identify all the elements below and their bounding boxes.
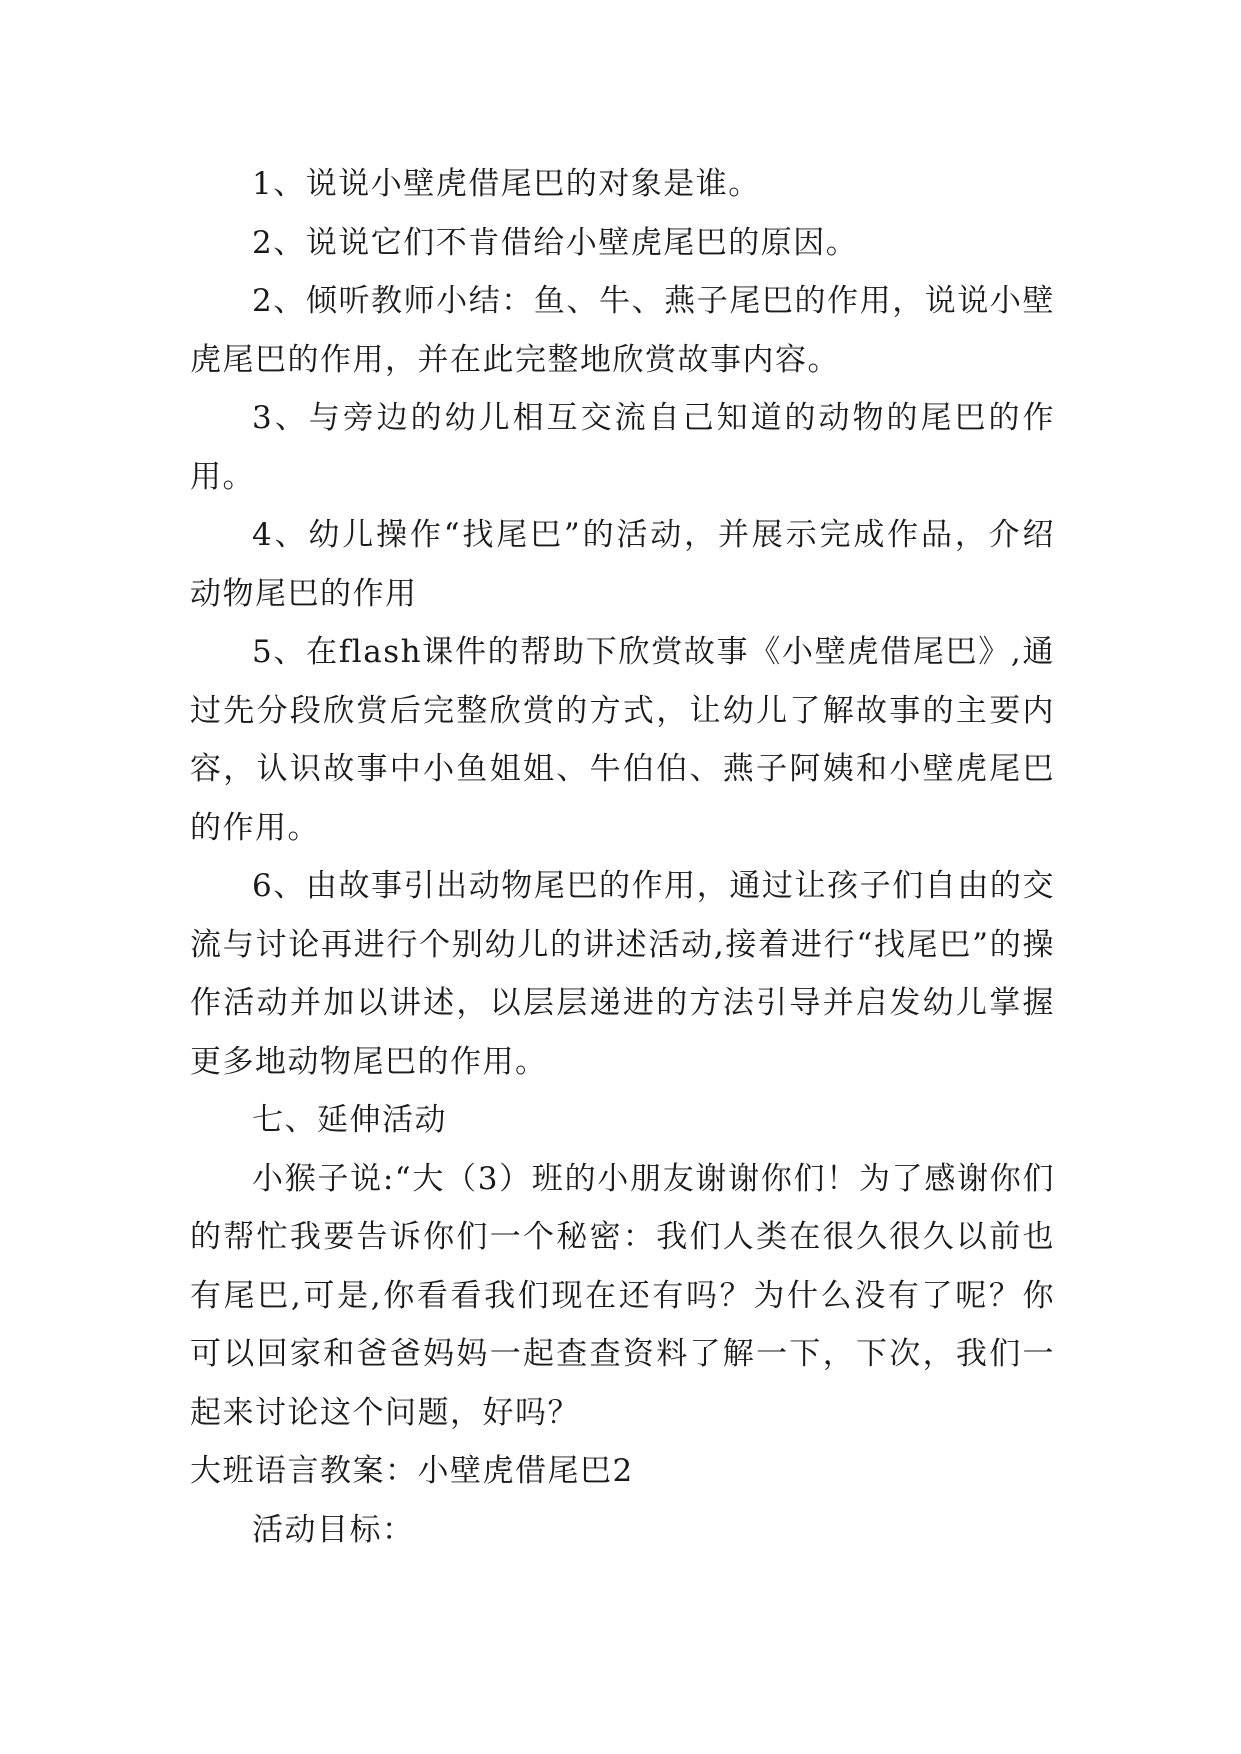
list-item-6: 6、由故事引出动物尾巴的作用，通过让孩子们自由的交流与讨论再进行个别幼儿的讲述活动,接着进行“找尾巴”的操作活动并加以讲述，以层层递进的方法引导并启发幼儿掌握更多地动物尾巴的作用。 [190,868,1055,1080]
list-item-3: 3、与旁边的幼儿相互交流自己知道的动物的尾巴的作用。 [190,400,1055,495]
section-heading-objectives: 活动目标： [252,1511,415,1548]
list-item-4: 4、幼儿操作“找尾巴”的活动，并展示完成作品，介绍动物尾巴的作用 [190,517,1055,612]
list-item-2: 2、说说它们不肯借给小壁虎尾巴的原因。 [252,224,859,261]
list-item-5: 5、在flash课件的帮助下欣赏故事《小壁虎借尾巴》,通过先分段欣赏后完整欣赏的方式，让幼儿了解故事的主要内容，认识故事中小鱼姐姐、牛伯伯、燕子阿姨和小壁虎尾巴的作用。 [190,634,1055,846]
lesson-title: 大班语言教案：小壁虎借尾巴2 [190,1453,634,1489]
list-item-2b: 2、倾听教师小结：鱼、牛、燕子尾巴的作用，说说小壁虎尾巴的作用，并在此完整地欣赏故事内容。 [190,283,1055,378]
list-item-1: 1、说说小壁虎借尾巴的对象是谁。 [252,166,761,202]
document-body [190,155,1055,1559]
section-heading-extension: 七、延伸活动 [252,1102,447,1138]
monkey-quote-paragraph: 小猴子说:“大（3）班的小朋友谢谢你们！为了感谢你们的帮忙我要告诉你们一个秘密：我们人类在很久很久以前也有尾巴,可是,你看看我们现在还有吗？为什么没有了呢？你可以回家和爸爸妈妈一起查查资料了解一下，下次，我们一起来讨论这个问题，好吗？ [190,1160,1055,1431]
